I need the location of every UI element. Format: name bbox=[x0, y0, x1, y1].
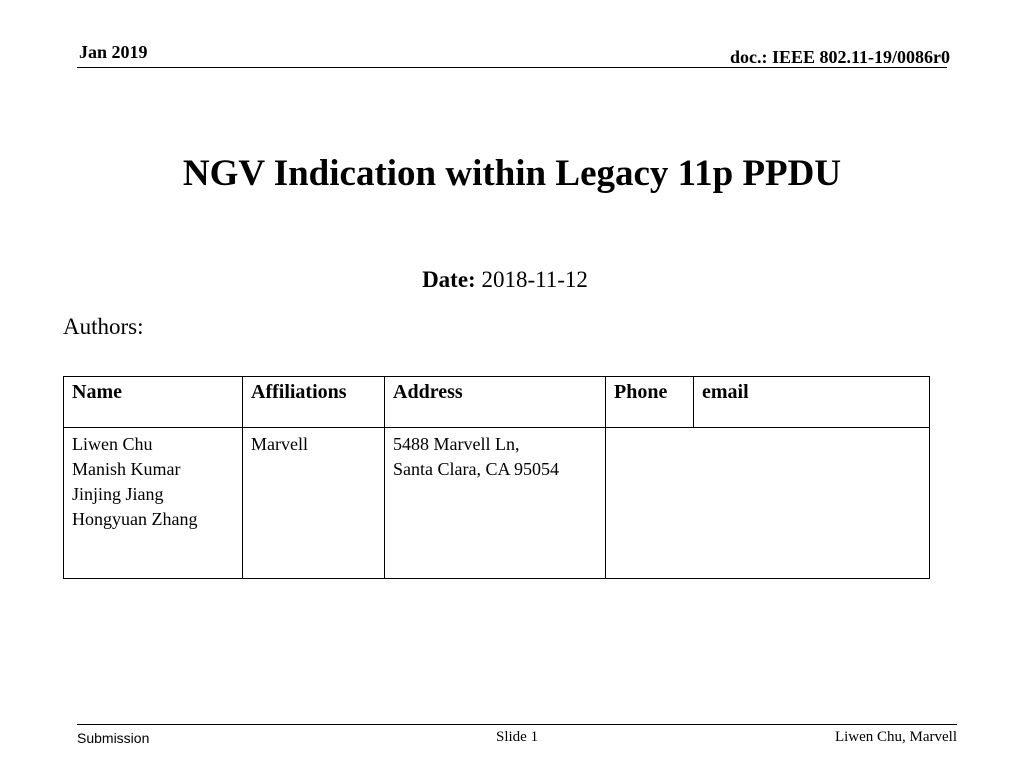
header-doc-id: doc.: IEEE 802.11-19/0086r0 bbox=[729, 47, 950, 67]
footer-author: Liwen Chu, Marvell bbox=[834, 729, 957, 745]
header-divider bbox=[77, 67, 947, 68]
author-name: Manish Kumar bbox=[72, 459, 181, 479]
authors-label: Authors: bbox=[63, 314, 144, 339]
header-affiliations: Affiliations bbox=[243, 377, 385, 428]
table-header-row bbox=[64, 377, 930, 428]
cell-address bbox=[385, 428, 606, 579]
author-name: Hongyuan Zhang bbox=[72, 509, 198, 529]
author-name: Liwen Chu bbox=[72, 434, 153, 454]
footer-slide-number: Slide 1 bbox=[496, 729, 539, 745]
date-value: 2018-11-12 bbox=[481, 267, 588, 292]
author-name: Jinjing Jiang bbox=[72, 484, 164, 504]
authors-table bbox=[63, 376, 930, 579]
date-line bbox=[0, 267, 1010, 293]
date-label: Date: bbox=[422, 267, 476, 292]
cell-phone-email bbox=[606, 428, 930, 579]
address-line: Santa Clara, CA 95054 bbox=[393, 459, 559, 479]
header-date: Jan 2019 bbox=[79, 42, 148, 62]
header-name: Name bbox=[64, 377, 243, 428]
cell-names bbox=[64, 428, 243, 579]
address-line: 5488 Marvell Ln, bbox=[393, 434, 520, 454]
footer-submission: Submission bbox=[77, 730, 150, 746]
slide-title: NGV Indication within Legacy 11p PPDU bbox=[182, 153, 842, 194]
table-row bbox=[64, 428, 930, 579]
cell-affiliation: Marvell bbox=[243, 428, 385, 579]
header-phone: Phone bbox=[606, 377, 694, 428]
header-address: Address bbox=[385, 377, 606, 428]
footer-divider bbox=[77, 724, 957, 725]
header-email: email bbox=[694, 377, 930, 428]
